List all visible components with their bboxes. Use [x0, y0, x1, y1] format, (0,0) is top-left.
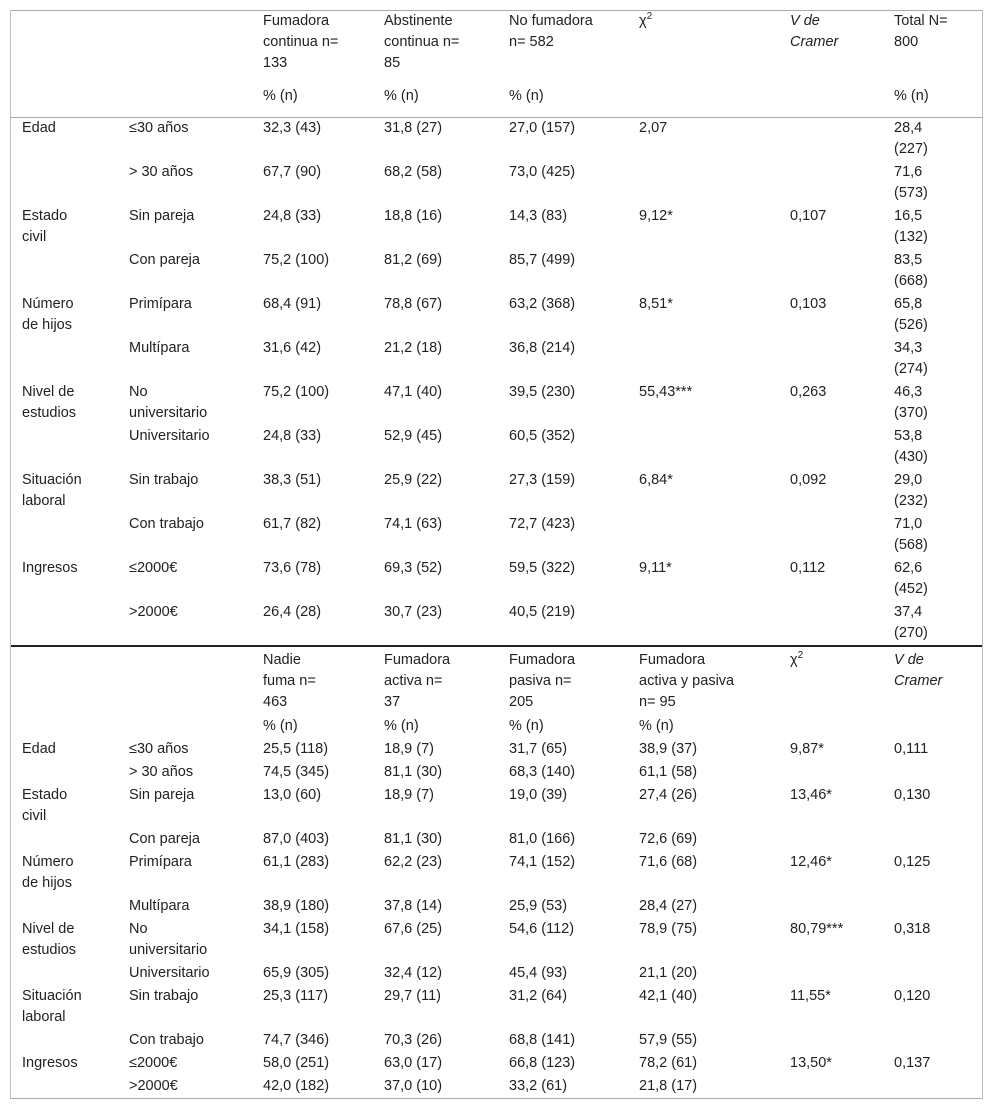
cramer-v-cell [883, 1076, 982, 1099]
value-cell: 68,4 (91) [263, 295, 322, 312]
cramer-v-cell: 0,120 [894, 987, 931, 1004]
row-category-label: No universitario [129, 920, 208, 958]
row-group-label: Estado civil [22, 207, 68, 245]
row-group-label: Número de hijos [22, 853, 74, 891]
chi-square-cell [779, 963, 883, 986]
value-cell: 21,8 (17) [639, 1077, 698, 1094]
total-cell: 53,8 (430) [894, 427, 928, 465]
value-cell: 25,5 (118) [263, 740, 329, 757]
value-cell: 37,8 (14) [384, 897, 443, 914]
value-cell: 26,4 (28) [263, 603, 322, 620]
cramer-v-cell [883, 1030, 982, 1053]
value-cell: 72,6 (69) [639, 830, 698, 847]
cramer-v-cell [779, 250, 883, 294]
value-cell: 36,8 (214) [509, 339, 576, 356]
value-cell: 31,7 (65) [509, 740, 568, 757]
chi-square-cell: 9,87* [790, 740, 824, 757]
value-cell: 21,2 (18) [384, 339, 443, 356]
chi-square-cell [779, 829, 883, 852]
table2-header-fumadora-activa: Fumadora activa n= 37 [384, 651, 451, 710]
cramer-v-cell: 0,112 [790, 559, 826, 576]
value-cell: 74,5 (345) [263, 763, 330, 780]
total-cell: 71,6 (573) [894, 163, 928, 201]
chi-square-cell [779, 762, 883, 785]
table-row [11, 250, 982, 294]
table2-header-chi-square: $\chi^2$ [790, 649, 804, 668]
total-cell: 83,5 (668) [894, 251, 928, 289]
table2-header-v-cramer: V de Cramer [894, 651, 943, 689]
value-cell: 78,9 (75) [639, 920, 698, 937]
row-category-label: Con pareja [129, 251, 200, 268]
chi-square-cell [628, 426, 779, 470]
value-cell: 25,9 (22) [384, 471, 443, 488]
row-group-label [11, 514, 118, 558]
value-cell: 57,9 (55) [639, 1031, 698, 1048]
value-cell: 63,0 (17) [384, 1054, 443, 1071]
table1-unit: % (n) [263, 87, 298, 104]
total-cell: 71,0 (568) [894, 515, 928, 553]
cramer-v-cell: 0,318 [894, 920, 931, 937]
value-cell: 85,7 (499) [509, 251, 576, 268]
row-group-label: Ingresos [22, 559, 78, 576]
table-row [11, 602, 982, 646]
value-cell: 62,2 (23) [384, 853, 443, 870]
chi-square-cell: 12,46* [790, 853, 832, 870]
table-row [11, 1030, 982, 1053]
table-row [11, 470, 982, 514]
row-category-label: Sin trabajo [129, 471, 199, 488]
table-row [11, 426, 982, 470]
value-cell: 19,0 (39) [509, 786, 568, 803]
cramer-v-cell [883, 896, 982, 919]
row-group-label [11, 762, 118, 785]
chi-square-cell: 9,12* [639, 207, 673, 224]
table-row [11, 514, 982, 558]
table1-units-row [11, 86, 982, 118]
smoking-status-table [11, 10, 982, 1099]
cramer-v-cell [779, 162, 883, 206]
table2-unit: % (n) [263, 717, 298, 734]
table1-unit: % (n) [384, 87, 419, 104]
value-cell: 70,3 (26) [384, 1031, 443, 1048]
value-cell: 34,1 (158) [263, 920, 330, 937]
value-cell: 61,1 (58) [639, 763, 698, 780]
row-category-label: Universitario [129, 964, 210, 981]
value-cell: 72,7 (423) [509, 515, 576, 532]
table-row [11, 338, 982, 382]
table2-unit: % (n) [384, 717, 419, 734]
table1-header-no-fumadora: No fumadora n= 582 [509, 13, 593, 50]
cramer-v-cell: 0,107 [790, 207, 827, 224]
row-group-label [11, 250, 118, 294]
table-row [11, 852, 982, 896]
value-cell: 81,2 (69) [384, 251, 443, 268]
value-cell: 63,2 (368) [509, 295, 576, 312]
value-cell: 27,4 (26) [639, 786, 698, 803]
chi-square-cell: 6,84* [639, 471, 673, 488]
chi-square-cell: 13,46* [790, 786, 832, 803]
table-row [11, 963, 982, 986]
value-cell: 74,1 (63) [384, 515, 443, 532]
chi-square-cell: 2,07 [639, 120, 668, 136]
cramer-v-cell [883, 963, 982, 986]
value-cell: 73,6 (78) [263, 559, 322, 576]
table1-header-chi-square: $\chi^2$ [639, 11, 653, 29]
value-cell: 30,7 (23) [384, 603, 443, 620]
chi-square-cell [779, 896, 883, 919]
table2-header-fumadora-pasiva: Fumadora pasiva n= 205 [509, 651, 576, 710]
value-cell: 67,7 (90) [263, 163, 322, 180]
value-cell: 74,7 (346) [263, 1031, 330, 1048]
chi-square-cell: 11,55* [790, 987, 831, 1004]
value-cell: 38,9 (180) [263, 897, 330, 914]
row-group-label [11, 602, 118, 646]
value-cell: 18,9 (7) [384, 740, 434, 757]
table-row [11, 785, 982, 829]
row-group-label: Nivel de estudios [22, 920, 77, 958]
value-cell: 87,0 (403) [263, 830, 330, 847]
table2-body [11, 739, 982, 1099]
cramer-v-cell [779, 426, 883, 470]
value-cell: 21,1 (20) [639, 964, 698, 981]
cramer-v-cell: 0,137 [894, 1054, 931, 1071]
value-cell: 52,9 (45) [384, 427, 443, 444]
value-cell: 75,2 (100) [263, 383, 330, 400]
table2-header-nadie-fuma: Nadie fuma n= 463 [263, 651, 316, 710]
total-cell: 37,4 (270) [894, 603, 928, 641]
row-category-label: Multípara [129, 897, 190, 914]
row-category-label: Sin trabajo [129, 987, 199, 1004]
table-row [11, 829, 982, 852]
cramer-v-cell [883, 762, 982, 785]
row-group-label [11, 1030, 118, 1053]
value-cell: 24,8 (33) [263, 207, 322, 224]
row-group-label: Número de hijos [22, 295, 74, 333]
table-row [11, 206, 982, 250]
value-cell: 68,8 (141) [509, 1031, 576, 1048]
total-cell: 65,8 (526) [894, 295, 928, 333]
value-cell: 61,1 (283) [263, 853, 330, 870]
row-group-label: Edad [22, 120, 56, 136]
value-cell: 78,8 (67) [384, 295, 443, 312]
chi-square-cell [628, 162, 779, 206]
value-cell: 45,4 (93) [509, 964, 568, 981]
row-group-label: Situación laboral [22, 987, 82, 1025]
chi-square-cell: 8,51* [639, 295, 673, 312]
chi-square-cell [779, 1030, 883, 1053]
cramer-v-cell: 0,092 [790, 471, 827, 488]
row-category-label: ≤2000€ [129, 559, 178, 576]
table-row [11, 896, 982, 919]
row-group-label [11, 338, 118, 382]
cramer-v-cell: 0,130 [894, 786, 931, 803]
table-row [11, 382, 982, 426]
row-category-label: ≤2000€ [129, 1054, 178, 1071]
table1-header-total: Total N= 800 [894, 13, 948, 50]
row-category-label: > 30 años [129, 163, 194, 180]
value-cell: 47,1 (40) [384, 383, 443, 400]
table1-header-v-cramer: V de Cramer [790, 13, 839, 50]
value-cell: 67,6 (25) [384, 920, 443, 937]
row-category-label: Con trabajo [129, 515, 204, 532]
cramer-v-cell [883, 829, 982, 852]
table-row [11, 1053, 982, 1076]
table1-unit: % (n) [894, 87, 929, 104]
table-row [11, 118, 982, 162]
row-category-label: ≤30 años [129, 740, 189, 757]
value-cell: 54,6 (112) [509, 920, 575, 937]
row-category-label: Sin pareja [129, 207, 195, 224]
row-category-label: Con pareja [129, 830, 200, 847]
row-category-label: Primípara [129, 295, 192, 312]
row-group-label [11, 426, 118, 470]
row-category-label: >2000€ [129, 1077, 178, 1094]
table2-unit: % (n) [639, 717, 674, 734]
value-cell: 42,0 (182) [263, 1077, 330, 1094]
total-cell: 46,3 (370) [894, 383, 928, 421]
value-cell: 71,6 (68) [639, 853, 698, 870]
chi-square-cell [628, 514, 779, 558]
value-cell: 59,5 (322) [509, 559, 576, 576]
cramer-v-cell: 0,103 [790, 295, 827, 312]
total-cell: 34,3 (274) [894, 339, 928, 377]
table2-unit: % (n) [509, 717, 544, 734]
cramer-v-cell [779, 514, 883, 558]
value-cell: 27,3 (159) [509, 471, 576, 488]
value-cell: 75,2 (100) [263, 251, 330, 268]
table-row [11, 986, 982, 1030]
value-cell: 81,1 (30) [384, 763, 443, 780]
row-category-label: ≤30 años [129, 120, 189, 136]
table1-body [11, 118, 982, 646]
value-cell: 18,9 (7) [384, 786, 434, 803]
table1-unit: % (n) [509, 87, 544, 104]
row-group-label: Ingresos [22, 1054, 78, 1071]
value-cell: 78,2 (61) [639, 1054, 698, 1071]
cramer-v-cell [779, 338, 883, 382]
total-cell: 28,4 (227) [894, 120, 928, 157]
value-cell: 25,9 (53) [509, 897, 568, 914]
chi-square-cell: 80,79*** [790, 920, 844, 937]
table-row [11, 294, 982, 338]
value-cell: 60,5 (352) [509, 427, 576, 444]
row-category-label: Sin pareja [129, 786, 195, 803]
chi-square-cell [779, 1076, 883, 1099]
cramer-v-cell [779, 602, 883, 646]
value-cell: 42,1 (40) [639, 987, 698, 1004]
table1-header-fumadora-continua: Fumadora continua n= 133 [263, 13, 339, 71]
value-cell: 37,0 (10) [384, 1077, 443, 1094]
chi-square-cell [628, 250, 779, 294]
row-group-label: Estado civil [22, 786, 68, 824]
row-group-label [11, 963, 118, 986]
value-cell: 66,8 (123) [509, 1054, 576, 1071]
value-cell: 69,3 (52) [384, 559, 443, 576]
chi-square-cell: 55,43*** [639, 383, 693, 400]
total-cell: 62,6 (452) [894, 559, 928, 597]
chi-square-cell [628, 602, 779, 646]
table-row [11, 162, 982, 206]
value-cell: 58,0 (251) [263, 1054, 330, 1071]
value-cell: 27,0 (157) [509, 120, 576, 136]
value-cell: 81,0 (166) [509, 830, 576, 847]
table-row [11, 1076, 982, 1099]
value-cell: 32,3 (43) [263, 120, 322, 136]
value-cell: 25,3 (117) [263, 987, 329, 1004]
table-row [11, 739, 982, 762]
row-group-label [11, 162, 118, 206]
value-cell: 18,8 (16) [384, 207, 443, 224]
row-category-label: Con trabajo [129, 1031, 204, 1048]
value-cell: 38,9 (37) [639, 740, 698, 757]
value-cell: 32,4 (12) [384, 964, 443, 981]
cramer-v-cell [779, 118, 883, 162]
value-cell: 13,0 (60) [263, 786, 322, 803]
value-cell: 28,4 (27) [639, 897, 698, 914]
chi-square-cell [628, 338, 779, 382]
value-cell: 33,2 (61) [509, 1077, 568, 1094]
chi-square-cell: 9,11* [639, 559, 672, 576]
value-cell: 73,0 (425) [509, 163, 576, 180]
total-cell: 16,5 (132) [894, 207, 928, 245]
table-row [11, 919, 982, 963]
row-category-label: Universitario [129, 427, 210, 444]
table1-header-abstinente-continua: Abstinente continua n= 85 [384, 13, 460, 71]
table2-header-row [11, 646, 982, 716]
table-row [11, 558, 982, 602]
cramer-v-cell: 0,263 [790, 383, 827, 400]
total-cell: 29,0 (232) [894, 471, 928, 509]
value-cell: 40,5 (219) [509, 603, 576, 620]
value-cell: 68,3 (140) [509, 763, 576, 780]
value-cell: 29,7 (11) [384, 987, 441, 1004]
table2-units-row [11, 716, 982, 739]
data-table-container [10, 10, 983, 1099]
value-cell: 81,1 (30) [384, 830, 443, 847]
value-cell: 31,6 (42) [263, 339, 322, 356]
value-cell: 65,9 (305) [263, 964, 330, 981]
chi-square-cell: 13,50* [790, 1054, 832, 1071]
table1-header-row [11, 11, 982, 86]
value-cell: 74,1 (152) [509, 853, 576, 870]
row-category-label: > 30 años [129, 763, 194, 780]
row-group-label: Situación laboral [22, 471, 82, 509]
table-row [11, 762, 982, 785]
row-group-label [11, 1076, 118, 1099]
value-cell: 31,2 (64) [509, 987, 568, 1004]
row-category-label: >2000€ [129, 603, 178, 620]
row-group-label: Nivel de estudios [22, 383, 77, 421]
value-cell: 14,3 (83) [509, 207, 568, 224]
row-category-label: Primípara [129, 853, 192, 870]
cramer-v-cell: 0,125 [894, 853, 931, 870]
row-category-label: Multípara [129, 339, 190, 356]
value-cell: 61,7 (82) [263, 515, 322, 532]
row-group-label: Edad [22, 740, 56, 757]
row-category-label: No universitario [129, 383, 208, 421]
value-cell: 24,8 (33) [263, 427, 322, 444]
value-cell: 38,3 (51) [263, 471, 322, 488]
cramer-v-cell: 0,111 [894, 740, 929, 757]
table2-header-fumadora-activa-pasiva: Fumadora activa y pasiva n= 95 [639, 651, 735, 710]
row-group-label [11, 829, 118, 852]
value-cell: 68,2 (58) [384, 163, 443, 180]
value-cell: 39,5 (230) [509, 383, 576, 400]
row-group-label [11, 896, 118, 919]
value-cell: 31,8 (27) [384, 120, 443, 136]
